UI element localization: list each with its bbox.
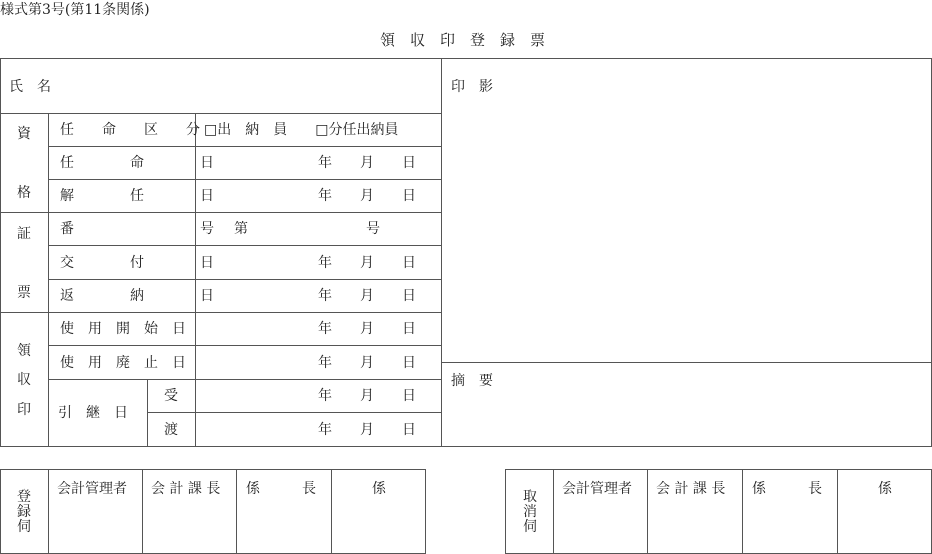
cancellation-stamp-cell-2[interactable] xyxy=(649,500,741,552)
receipt-seal-group-label-3: 印 xyxy=(17,402,31,418)
seal-impression-area[interactable] xyxy=(443,100,929,360)
cancellation-col-accounting-chief: 会 計 課 長 xyxy=(656,481,726,497)
use-start-date-label: 使 用 開 始 日 xyxy=(60,321,186,337)
qualification-group-label-2: 格 xyxy=(17,185,31,201)
remarks-label: 摘 要 xyxy=(451,373,493,389)
dismissal-date-value[interactable]: 年 月 日 xyxy=(318,188,416,204)
handover-receive-label: 受 xyxy=(164,388,178,404)
cancellation-stamp-cell-4[interactable] xyxy=(839,500,930,552)
use-start-date-value[interactable]: 年 月 日 xyxy=(318,321,416,337)
registration-label-2: 録 xyxy=(17,504,31,520)
registration-col-accounting-manager: 会計管理者 xyxy=(57,481,127,497)
form-number: 様式第3号(第11条関係) xyxy=(0,2,150,18)
name-label: 氏 名 xyxy=(9,79,51,95)
cancellation-label-3: 伺 xyxy=(523,519,537,535)
appointment-date-label: 任 命 日 xyxy=(60,155,214,171)
registration-stamp-cell-2[interactable] xyxy=(144,500,235,552)
qualification-group-label-1: 資 xyxy=(17,126,31,142)
certificate-number-suffix: 号 xyxy=(366,221,380,237)
cancellation-col-accounting-manager: 会計管理者 xyxy=(562,481,632,497)
receipt-seal-group-label-2: 収 xyxy=(17,372,31,388)
cancellation-col-staff: 係 xyxy=(878,481,892,497)
cancellation-stamp-cell-1[interactable] xyxy=(555,500,646,552)
issue-date-value[interactable]: 年 月 日 xyxy=(318,255,416,271)
return-date-label: 返 納 日 xyxy=(60,288,214,304)
issue-date-label: 交 付 日 xyxy=(60,255,214,271)
seal-label: 印 影 xyxy=(451,79,493,95)
handover-deliver-date-value[interactable]: 年 月 日 xyxy=(318,422,416,438)
registration-stamp-cell-4[interactable] xyxy=(333,500,424,552)
registration-label-3: 伺 xyxy=(17,519,31,535)
handover-deliver-label: 渡 xyxy=(164,422,178,438)
receipt-seal-group-label-1: 領 xyxy=(17,343,31,359)
remarks-area[interactable] xyxy=(443,392,929,444)
registration-col-accounting-chief: 会 計 課 長 xyxy=(151,481,221,497)
registration-stamp-cell-3[interactable] xyxy=(238,500,330,552)
use-end-date-value[interactable]: 年 月 日 xyxy=(318,355,416,371)
registration-col-section-chief: 係 長 xyxy=(246,481,316,497)
certificate-number-prefix: 第 xyxy=(234,221,248,237)
appointment-type-label: 任 命 区 分 xyxy=(60,122,200,138)
return-date-value[interactable]: 年 月 日 xyxy=(318,288,416,304)
registration-stamp-cell-1[interactable] xyxy=(50,500,141,552)
appointment-type-options[interactable]: □出 納 員 □分任出納員 xyxy=(204,122,399,138)
dismissal-date-label: 解 任 日 xyxy=(60,188,214,204)
page-title: 領 収 印 登 録 票 xyxy=(380,31,546,49)
cancellation-col-section-chief: 係 長 xyxy=(752,481,822,497)
handover-date-label: 引 継 日 xyxy=(58,405,128,421)
certificate-group-label-1: 証 xyxy=(17,226,31,242)
cancellation-label-2: 消 xyxy=(523,504,537,520)
certificate-number-label: 番 号 xyxy=(60,221,214,237)
appointment-date-value[interactable]: 年 月 日 xyxy=(318,155,416,171)
certificate-group-label-2: 票 xyxy=(17,285,31,301)
cancellation-label-1: 取 xyxy=(523,489,537,505)
handover-receive-date-value[interactable]: 年 月 日 xyxy=(318,388,416,404)
registration-col-staff: 係 xyxy=(372,481,386,497)
registration-label-1: 登 xyxy=(17,489,31,505)
use-end-date-label: 使 用 廃 止 日 xyxy=(60,355,186,371)
cancellation-stamp-cell-3[interactable] xyxy=(744,500,836,552)
name-field[interactable] xyxy=(70,60,438,112)
